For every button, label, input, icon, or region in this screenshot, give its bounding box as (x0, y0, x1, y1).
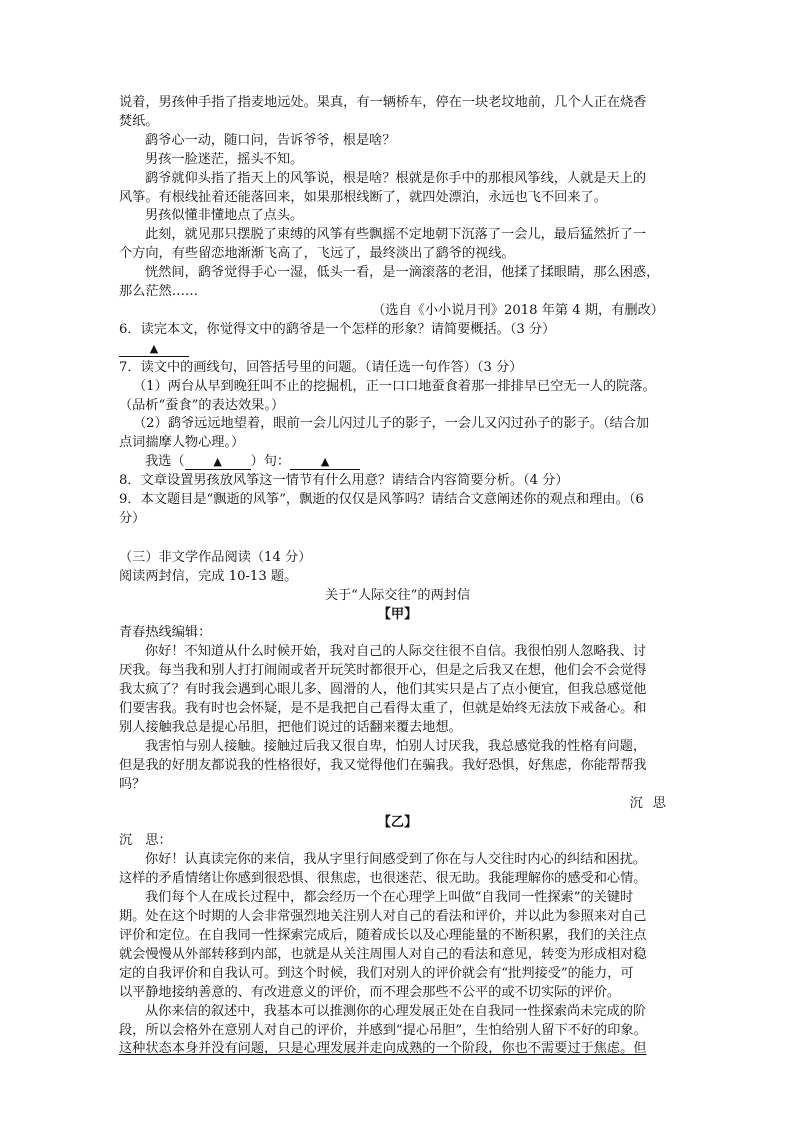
letter-a-paragraph: 厌我。每当我和别人打打闹闹或者开玩笑时都很开心，但是之后我又在想，他们会不会觉得 (119, 663, 647, 679)
letter-a-paragraph: 别人接触我总是提心吊胆，把他们说过的话翻来覆去地想。 (119, 720, 462, 735)
letter-a-greeting: 青春热线编辑： (119, 625, 212, 641)
question-9-cont: 分） (119, 510, 146, 526)
letters-title: 关于“人际交往”的两封信 (324, 587, 471, 603)
letter-b-paragraph: 以平静地接纳善意的、有改进意义的评价，而不理会那些不公平的或不切实际的评价。 (119, 984, 621, 1000)
story-paragraph: 个方向，有些留恋地渐渐飞高了，飞远了，最终淡出了鹞爷的视线。 (119, 246, 515, 262)
letter-a-paragraph: 我太疯了？有时我会遇到心眼儿多、圆滑的人，他们其实只是占了点小便宜，但我总感觉他 (119, 682, 647, 698)
letter-b-paragraph: 这样的矛盾情绪让你感到很恐惧、很焦虑，也很迷茫、很无助。我能理解你的感受和心情。 (119, 871, 647, 887)
choice-blank[interactable]: ▲ (185, 455, 251, 470)
letter-b-paragraph: 期。处在这个时期的人会非常强烈地关注别人对自己的看法和评价，并以此为参照来对自己 (119, 909, 647, 925)
section-intro: 阅读两封信，完成 10-13 题。 (119, 568, 298, 584)
question-8: 8．文章设置男孩放风筝这一情节有什么用意？请结合内容简要分析。（4 分） (119, 473, 569, 489)
question-9: 9．本文题目是“飘逝的风筝”，飘逝的仅仅是风筝吗？请结合文意阐述你的观点和理由。（6 (119, 492, 644, 508)
story-paragraph: 风筝。有根线扯着还能落回来，如果那根线断了，就四处漂泊，永远也飞不回来了。 (119, 189, 607, 205)
story-paragraph: 此刻，就见那只摆脱了束缚的风筝有些飘摇不定地朝下沉落了一会儿，最后猛然折了一 (145, 227, 647, 243)
letter-b-paragraph: 就会慢慢从外部转移到内部，也就是从关注周围人对自己的看法和意见，转变为形成相对稳 (119, 946, 647, 962)
letter-b-paragraph: 我们每个人在成长过程中，都会经历一个在心理学上叫做“自我同一性探索”的关键时 (145, 890, 634, 906)
question-7-item-1-hint: （品析“蚕食”的表达效果。） (119, 397, 285, 413)
question-7-item-2-hint: 点词揣摩人物心理。） (119, 435, 245, 451)
letter-a-paragraph: 吗？ (119, 776, 146, 792)
letter-b-paragraph: 定的自我评价和自我认可。到这个时候，我们对别人的评价就会有“批判接受”的能力，可 (119, 965, 634, 981)
letter-a-heading: 【甲】 (377, 606, 418, 622)
answer-blank-marker: ▲ (119, 342, 189, 357)
letter-a-paragraph: 们要害我。我有时也会怀疑，是不是我把自己看得太重了，但就是始终无法放下戒备心。和 (119, 701, 647, 717)
section-title: （三）非文学作品阅读（14 分） (119, 549, 312, 565)
question-7-item-1: （1）两台从早到晚狂叫不止的挖掘机，正一口口地蚕食着那一排排早已空无一人的院落。 (133, 378, 656, 394)
letter-b-greeting: 沉 思： (119, 833, 172, 849)
letter-b-underlined-sentence: 这种状态本身并没有问题，只是心理发展并走向成熟的一个阶段，你也不需要过于焦虑。但 (119, 1041, 647, 1057)
story-paragraph: 鹞爷就仰头指了指天上的风筝说，根是啥？根就是你手中的那根风筝线，人就是天上的 (145, 170, 647, 186)
letter-a-signature: 沉思 (629, 795, 676, 811)
question-7: 7．读文中的画线句，回答括号里的问题。（请任选一句作答）（3 分） (119, 359, 523, 375)
story-paragraph: 鹞爷心一动，随口问，告诉爷爷，根是啥？ (145, 132, 396, 148)
answer-blank-6[interactable] (119, 340, 676, 359)
letter-b-paragraph: 你好！认真读完你的来信，我从字里行间感受到了你在与人交往时内心的纠结和困扰。 (145, 852, 647, 868)
question-7-item-2: （2）鹞爷远远地望着，眼前一会儿闪过儿子的影子，一会儿又闪过孙子的影子。（结合加 (133, 416, 650, 432)
letter-b-paragraph: 评价和定位。在自我同一性探索完成后，随着成长以及心理能量的不断积累，我们的关注点 (119, 927, 647, 943)
story-paragraph: 焚纸。 (119, 113, 159, 129)
letter-b-paragraph: 从你来信的叙述中，我基本可以推测你的心理发展正处在自我同一性探索尚未完成的阶 (145, 1003, 647, 1019)
question-6: 6．读完本文，你觉得文中的鹞爷是一个怎样的形象？请简要概括。（3 分） (119, 321, 556, 337)
letter-a-paragraph: 你好！不知道从什么时候开始，我对自己的人际交往很不自信。我很怕别人忽略我、讨 (145, 644, 647, 660)
choice-line (119, 453, 676, 472)
letter-a-paragraph: 但是我的好朋友都说我的性格很好，我又觉得他们在骗我。我好恐惧，好焦虑，你能帮帮我 (119, 757, 647, 773)
story-paragraph: 那么茫然…… (119, 284, 199, 300)
letter-b-paragraph: 段，所以会格外在意别人对自己的评价，并感到“提心吊胆”，生怕给别人留下不好的印象。 (119, 1022, 647, 1038)
choice-prefix: 我选（ (145, 454, 185, 470)
story-paragraph: 说着，男孩伸手指了指麦地远处。果真，有一辆桥车，停在一块老坟地前，几个人正在烧香 (119, 95, 647, 110)
story-paragraph: 恍然间，鹞爷觉得手心一湿，低头一看，是一滴滚落的老泪，他揉了揉眼睛，那么困惑， (145, 265, 660, 281)
letter-a-paragraph: 我害怕与别人接触。接触过后我又很自卑，怕别人讨厌我，我总感觉我的性格有问题， (145, 738, 647, 754)
answer-blank[interactable]: ▲ (290, 455, 360, 470)
choice-mid: ）句： (250, 454, 291, 470)
story-paragraph: 男孩一脸迷茫，摇头不知。 (145, 151, 304, 167)
letter-b-heading: 【乙】 (377, 814, 418, 830)
story-paragraph: 男孩似懂非懂地点了点头。 (145, 208, 304, 224)
source-citation: （选自《小小说月刊》2018 年第 4 期，有删改） (372, 302, 664, 318)
document-page (119, 94, 676, 1059)
